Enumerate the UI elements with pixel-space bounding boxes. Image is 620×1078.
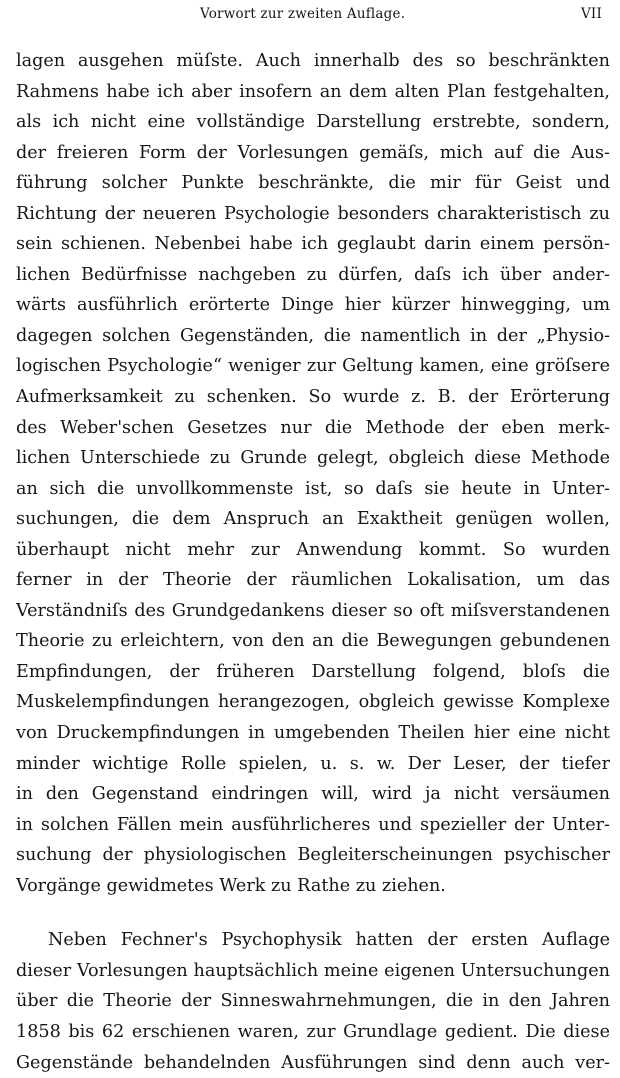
text-line: dagegen solchen Gegenständen, die namentlich in der „Physio-: [16, 321, 610, 352]
text-line: sein schienen. Nebenbei habe ich geglaubt darin einem persön-: [16, 229, 610, 260]
text-line: Rahmens habe ich aber insofern an dem alten Plan festgehalten,: [16, 77, 610, 108]
text-line: dieser Vorlesungen hauptsächlich meine eigenen Untersuchungen: [16, 956, 610, 987]
text-line: wärts ausführlich erörterte Dinge hier kürzer hinwegging, um: [16, 290, 610, 321]
text-line: Richtung der neueren Psychologie besonders charakteristisch zu: [16, 199, 610, 230]
text-line: Verständniſs des Grundgedankens dieser so oft miſsverstandenen: [16, 596, 610, 627]
text-line: 1858 bis 62 erschienen waren, zur Grundlage gedient. Die diese: [16, 1017, 610, 1048]
paragraph-1: [16, 46, 610, 901]
text-line: Aufmerksamkeit zu schenken. So wurde z. B. der Erörterung: [16, 382, 610, 413]
text-line: lagen ausgehen müſste. Auch innerhalb des so beschränkten: [16, 46, 610, 77]
text-line: an sich die unvollkommenste ist, so daſs sie heute in Unter-: [16, 474, 610, 505]
text-line: führung solcher Punkte beschränkte, die mir für Geist und: [16, 168, 610, 199]
text-line: der freieren Form der Vorlesungen gemäſs, mich auf die Aus-: [16, 138, 610, 169]
text-line: Empfindungen, der früheren Darstellung folgend, bloſs die: [16, 657, 610, 688]
paragraph-gap: [16, 901, 610, 925]
text-line: lichen Unterschiede zu Grunde gelegt, obgleich diese Methode: [16, 443, 610, 474]
text-line: als ich nicht eine vollständige Darstellung erstrebte, sondern,: [16, 107, 610, 138]
text-line: in solchen Fällen mein ausführlicheres und spezieller der Unter-: [16, 810, 610, 841]
text-line: in den Gegenstand eindringen will, wird ja nicht versäumen: [16, 779, 610, 810]
page-number: VII: [581, 6, 602, 22]
text-line: des Weber'schen Gesetzes nur die Methode der eben merk-: [16, 413, 610, 444]
paragraph-2: [16, 925, 610, 1078]
text-line: logischen Psychologie“ weniger zur Geltung kamen, eine gröſsere: [16, 351, 610, 382]
body-text: [16, 46, 610, 1078]
running-head-title: Vorwort zur zweiten Auflage.: [200, 6, 405, 22]
text-line: suchung der physiologischen Begleiterscheinungen psychischer: [16, 840, 610, 871]
text-line: von Druckempfindungen in umgebenden Theilen hier eine nicht: [16, 718, 610, 749]
text-line: überhaupt nicht mehr zur Anwendung kommt. So wurden: [16, 535, 610, 566]
text-line: Gegenstände behandelnden Ausführungen sind denn auch ver-: [16, 1048, 610, 1078]
text-line: über die Theorie der Sinneswahrnehmungen, die in den Jahren: [16, 986, 610, 1017]
running-head: [0, 4, 620, 26]
text-line: minder wichtige Rolle spielen, u. s. w. Der Leser, der tiefer: [16, 749, 610, 780]
text-line: lichen Bedürfnisse nachgeben zu dürfen, daſs ich über ander-: [16, 260, 610, 291]
text-line: suchungen, die dem Anspruch an Exaktheit genügen wollen,: [16, 504, 610, 535]
text-line: ferner in der Theorie der räumlichen Lokalisation, um das: [16, 565, 610, 596]
text-line: Vorgänge gewidmetes Werk zu Rathe zu ziehen.: [16, 871, 610, 902]
text-line: Muskelempfindungen herangezogen, obgleich gewisse Komplexe: [16, 687, 610, 718]
text-line: Neben Fechner's Psychophysik hatten der ersten Auflage: [16, 925, 610, 956]
text-line: Theorie zu erleichtern, von den an die Bewegungen gebundenen: [16, 626, 610, 657]
